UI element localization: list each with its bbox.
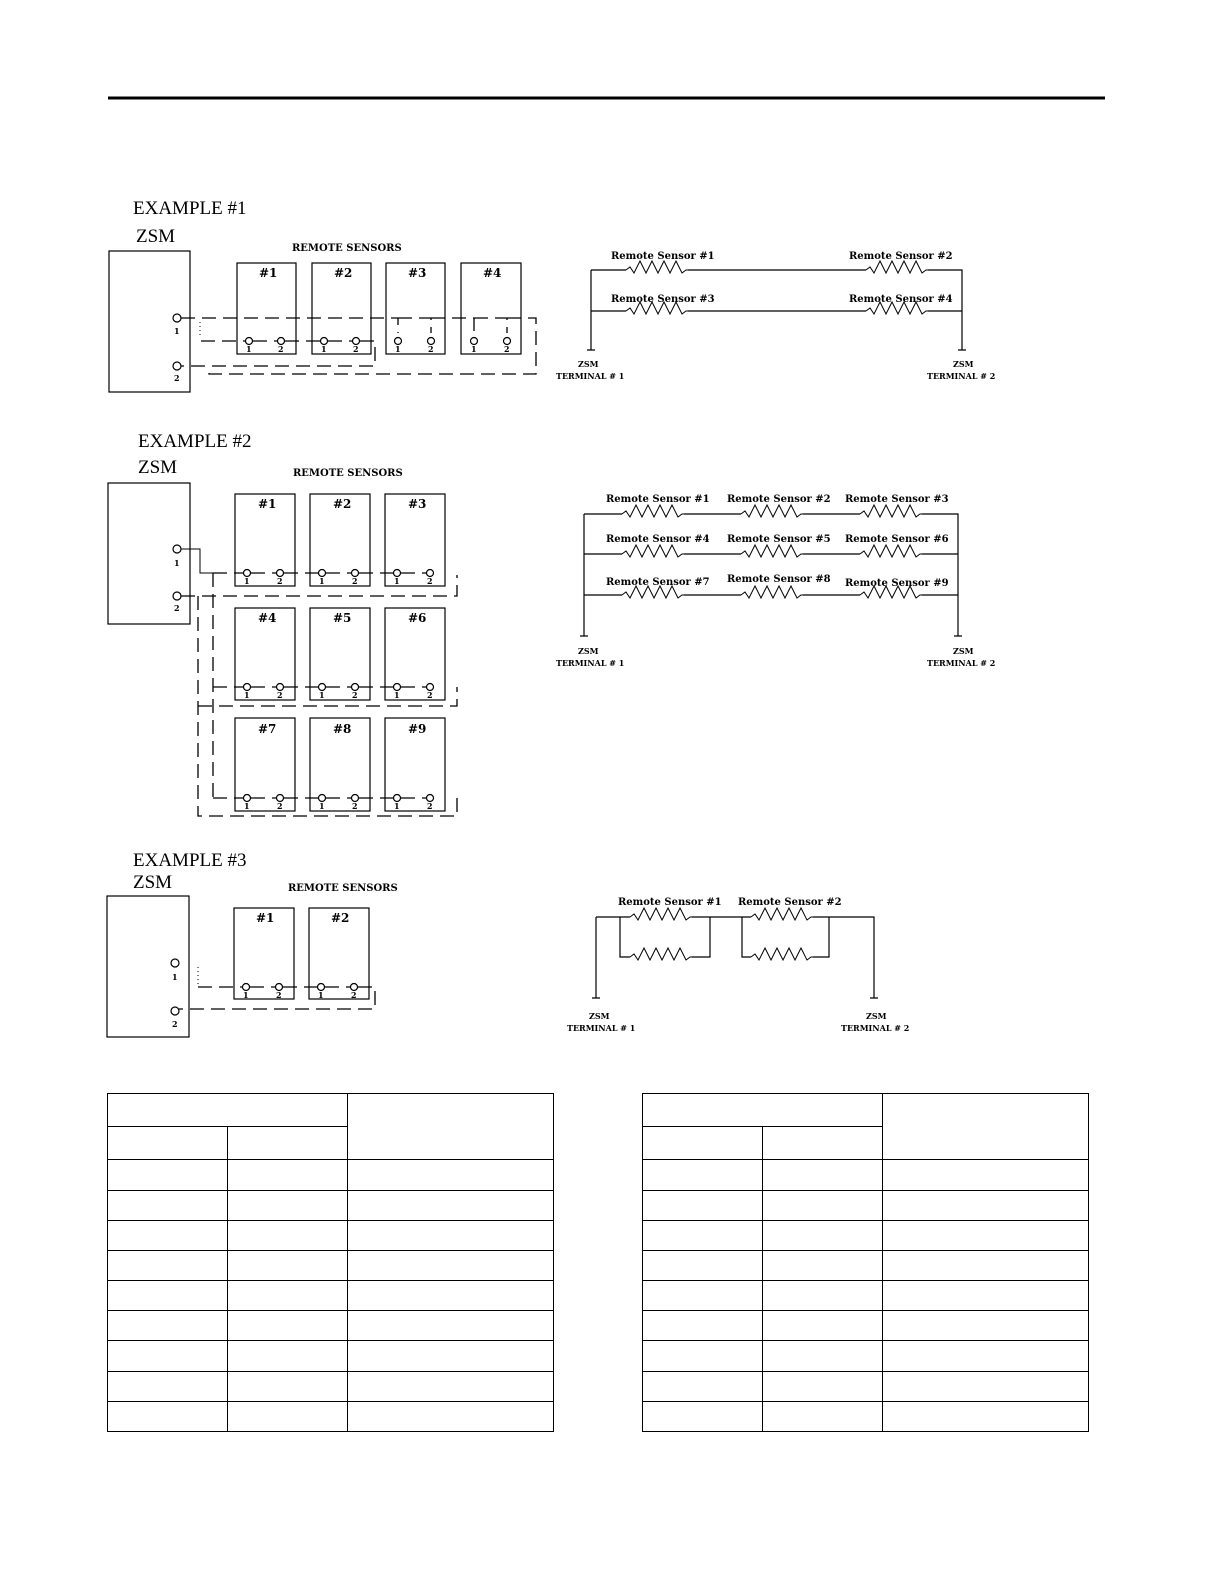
example-2-box-1 [235,494,295,586]
table-row [108,1250,554,1280]
ex3-b1-t1: 1 [243,990,249,1000]
table-row [643,1220,1089,1250]
ex3-b1-t2: 2 [276,990,282,1000]
ex1-sensor-label-3: Remote Sensor #3 [611,294,715,305]
example-2-box-6-label: #6 [408,611,427,625]
ex3-term-right-label: TERMINAL # 2 [841,1023,910,1033]
example-2-zsm-t1-label: 1 [174,558,180,568]
example-2 [108,431,995,816]
ex2-sensor-label-8: Remote Sensor #8 [727,574,831,585]
ex2-resistor-3 [860,505,922,517]
ex2-b2-t1: 1 [319,576,325,586]
table-row [643,1371,1089,1401]
table-row [643,1401,1089,1431]
ex1-sensor-label-2: Remote Sensor #2 [849,251,953,262]
ex2-b1-t2: 2 [277,576,283,586]
example-2-box-3 [385,494,445,586]
example-2-box-5 [310,608,370,700]
ex2-sensor-label-3: Remote Sensor #3 [845,494,949,505]
ex2-b9-t2: 2 [427,801,433,811]
ex2-b4-t1: 1 [244,690,250,700]
example-3-wiring [179,967,375,1009]
example-1-box-2-t1: 1 [321,344,327,354]
example-3-zsm-terminal-1 [171,959,179,967]
ex1-term-right-zsm: ZSM [953,359,974,369]
ex2-sensor-label-7: Remote Sensor #7 [606,577,710,588]
ex2-b2-t2: 2 [352,576,358,586]
example-2-box-5-label: #5 [333,611,352,625]
ex1-sensor-label-1: Remote Sensor #1 [611,251,715,262]
ex2-sensor-label-4: Remote Sensor #4 [606,534,710,545]
ex2-b3-t2: 2 [427,576,433,586]
example-1-box-1-label: #1 [259,266,278,280]
example-2-box-2 [310,494,370,586]
example-1-zsm-terminal-2-label: 2 [174,373,180,383]
example-1-box-2-label: #2 [334,266,353,280]
example-2-box-8-label: #8 [333,722,352,736]
example-1 [109,198,995,392]
ex2-sensor-label-6: Remote Sensor #6 [845,534,949,545]
example-1-box-3-t1: 1 [395,344,401,354]
example-2-box-7 [235,718,295,811]
example-3-zsm-t2-label: 2 [172,1019,178,1029]
example-2-wiring [181,549,457,816]
example-1-zsm-label: ZSM [136,226,176,247]
example-2-box-6 [385,608,445,700]
example-3-box-2-label: #2 [331,911,350,925]
ex2-sensor-label-9: Remote Sensor #9 [845,578,949,589]
table-right-subheader [643,1127,763,1160]
blank-table-right [642,1093,1089,1432]
example-1-box-3-label: #3 [408,266,427,280]
ex2-b3-t1: 1 [394,576,400,586]
example-3-title: EXAMPLE #3 [133,850,247,871]
table-row [643,1311,1089,1341]
table-right-header-group [643,1094,883,1127]
ex2-term-right-label: TERMINAL # 2 [927,658,996,668]
table-row [108,1160,554,1190]
example-1-remote-sensors-label: REMOTE SENSORS [292,243,402,254]
ex1-resistor-2 [866,261,928,273]
ex2-resistor-4 [622,545,684,557]
example-3 [107,850,909,1037]
table-left-subheader [108,1127,228,1160]
ex3-resistor-2 [751,908,813,920]
ex2-sensor-label-5: Remote Sensor #5 [727,534,831,545]
ex2-resistor-1 [622,505,684,517]
table-row [643,1250,1089,1280]
table-row [108,1190,554,1220]
example-2-box-8 [310,718,370,811]
ex1-term-left-label: TERMINAL # 1 [556,371,625,381]
table-right-subheader [762,1127,883,1160]
table-left-header-right [348,1094,554,1160]
example-1-box-4-label: #4 [483,266,502,280]
ex2-term-right-zsm: ZSM [953,646,974,656]
ex2-sensor-label-1: Remote Sensor #1 [606,494,710,505]
ex2-b4-t2: 2 [277,690,283,700]
ex1-term-left-zsm: ZSM [578,359,599,369]
table-left-subheader [227,1127,348,1160]
ex2-b5-t2: 2 [352,690,358,700]
ex2-b5-t1: 1 [319,690,325,700]
table-right-header-right [883,1094,1089,1160]
example-2-box-2-label: #2 [333,497,352,511]
example-3-box-1-label: #1 [256,911,275,925]
example-3-box-2 [309,908,369,1000]
table-row [643,1190,1089,1220]
ex2-resistor-8 [741,586,803,598]
ex3-resistor-1b [630,948,692,960]
ex2-b6-t2: 2 [427,690,433,700]
ex3-sensor-label-2: Remote Sensor #2 [738,897,842,908]
table-row [108,1341,554,1371]
ex2-b9-t1: 1 [394,801,400,811]
ex3-term-right-zsm: ZSM [866,1011,887,1021]
example-2-title: EXAMPLE #2 [138,431,252,452]
example-1-box-3 [386,263,445,354]
ex2-sensor-label-2: Remote Sensor #2 [727,494,831,505]
example-1-title: EXAMPLE #1 [133,198,247,219]
ex1-sensor-label-4: Remote Sensor #4 [849,294,953,305]
example-2-zsm-t2-label: 2 [174,603,180,613]
example-1-box-2-t2: 2 [353,344,359,354]
table-row [108,1311,554,1341]
example-2-box-4-label: #4 [258,611,277,625]
example-3-schematic [567,897,909,1033]
table-row [643,1281,1089,1311]
table-left-header-group [108,1094,348,1127]
example-2-box-9-label: #9 [408,722,427,736]
example-3-zsm-t1-label: 1 [172,972,178,982]
ex2-b8-t1: 1 [319,801,325,811]
ex2-term-left-label: TERMINAL # 1 [556,658,625,668]
ex2-resistor-2 [741,505,803,517]
ex1-resistor-1 [626,261,688,273]
example-1-zsm-terminal-1-label: 1 [174,326,180,336]
example-1-box-4-t2: 2 [504,344,510,354]
example-1-box-4 [461,263,521,354]
ex3-sensor-label-1: Remote Sensor #1 [618,897,722,908]
ex2-b8-t2: 2 [352,801,358,811]
table-row [643,1160,1089,1190]
table-row [108,1281,554,1311]
example-3-zsm-terminal-2 [171,1007,179,1015]
ex3-term-left-label: TERMINAL # 1 [567,1023,636,1033]
ex1-term-right-label: TERMINAL # 2 [927,371,996,381]
ex2-b6-t1: 1 [394,690,400,700]
blank-table-left [107,1093,554,1432]
example-3-box-1 [234,908,294,1000]
example-2-zsm-terminal-2 [173,592,181,600]
ex2-b1-t1: 1 [244,576,250,586]
ex3-resistor-1 [630,908,692,920]
example-1-zsm-terminal-1 [173,314,181,322]
example-3-remote-sensors-label: REMOTE SENSORS [288,883,398,894]
example-2-zsm-terminal-1 [173,545,181,553]
table-row [108,1371,554,1401]
ex3-term-left-zsm: ZSM [589,1011,610,1021]
ex3-b2-t1: 1 [318,990,324,1000]
example-1-box-4-t1: 1 [471,344,477,354]
table-row [108,1220,554,1250]
example-2-box-9 [385,718,445,811]
example-1-box-1-t2: 2 [278,344,284,354]
ex2-b7-t1: 1 [244,801,250,811]
ex3-resistor-2b [751,948,813,960]
example-1-schematic [556,251,995,381]
example-1-zsm-terminal-2 [173,362,181,370]
example-2-box-3-label: #3 [408,497,427,511]
ex2-resistor-6 [860,545,922,557]
example-2-schematic [556,494,995,668]
table-row [643,1341,1089,1371]
table-row [108,1401,554,1431]
ex2-resistor-5 [741,545,803,557]
example-1-box-1-t1: 1 [246,344,252,354]
example-3-zsm-label: ZSM [133,872,173,893]
ex3-b2-t2: 2 [351,990,357,1000]
example-2-zsm-label: ZSM [138,457,178,478]
example-2-box-7-label: #7 [258,722,277,736]
example-2-box-4 [235,608,295,700]
example-2-box-1-label: #1 [258,497,277,511]
ex2-b7-t2: 2 [277,801,283,811]
example-1-box-3-t2: 2 [428,344,434,354]
example-2-remote-sensors-label: REMOTE SENSORS [293,468,403,479]
ex2-term-left-zsm: ZSM [578,646,599,656]
